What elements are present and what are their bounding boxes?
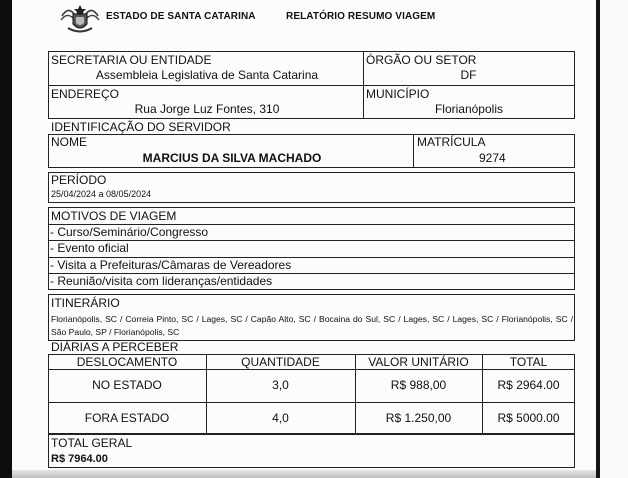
table-cell: FORA ESTADO bbox=[84, 411, 170, 425]
server-section-title: IDENTIFICAÇÃO DO SERVIDOR bbox=[51, 120, 231, 134]
report-title: RELATÓRIO RESUMO VIAGEM bbox=[286, 11, 436, 22]
server-name: MARCIUS DA SILVA MACHADO bbox=[142, 151, 322, 165]
table-cell: R$ 5000.00 bbox=[497, 411, 560, 425]
table-header-cell: QUANTIDADE bbox=[241, 355, 320, 369]
address-label: ENDEREÇO bbox=[51, 87, 120, 101]
period-label: PERÍODO bbox=[51, 173, 107, 187]
period-value: 25/04/2024 a 08/05/2024 bbox=[51, 189, 152, 199]
photo-edge-left bbox=[0, 0, 12, 478]
address-value: Rua Jorge Luz Fontes, 310 bbox=[134, 102, 280, 116]
daily-section-title: DIÁRIAS A PERCEBER bbox=[51, 340, 179, 354]
state-title: ESTADO DE SANTA CATARINA bbox=[106, 11, 256, 22]
motives-label: MOTIVOS DE VIAGEM bbox=[51, 209, 177, 223]
daily-row-divider bbox=[48, 402, 575, 403]
city-value: Florianópolis bbox=[434, 102, 503, 116]
total-label: TOTAL GERAL bbox=[51, 436, 133, 450]
itinerary-label: ITINERÁRIO bbox=[51, 296, 120, 310]
table-cell: NO ESTADO bbox=[92, 378, 162, 392]
entity-value: Assembleia Legislativa de Santa Catarina bbox=[95, 68, 319, 82]
daily-header-divider bbox=[48, 369, 575, 370]
server-column-divider bbox=[413, 134, 414, 168]
table-header-cell: TOTAL bbox=[509, 355, 548, 369]
table-cell: R$ 2964.00 bbox=[497, 378, 560, 392]
name-label: NOME bbox=[51, 135, 87, 149]
table-cell: R$ 988,00 bbox=[390, 378, 447, 392]
registration-value: 9274 bbox=[479, 151, 506, 165]
entity-divider bbox=[48, 85, 575, 86]
itinerary-value: Florianópolis, SC / Correia Pinto, SC / Lages, SC / Capão Alto, SC / Bocaina do Sul, SC / Lages, SC / Lages, SC / Florianópolis, SC / São Paulo, SP / Florianópolis, SC bbox=[51, 314, 573, 337]
table-cell: 4,0 bbox=[272, 411, 289, 425]
coat-of-arms-icon bbox=[58, 2, 102, 34]
total-value: R$ 7964.00 bbox=[51, 453, 108, 465]
motive-item: - Visita a Prefeituras/Câmaras de Vereadores bbox=[50, 258, 292, 272]
entity-column-divider bbox=[363, 51, 364, 119]
table-cell: R$ 1.250,00 bbox=[385, 411, 452, 425]
organ-value: DF bbox=[460, 68, 477, 82]
motive-item: - Reunião/visita com lideranças/entidades bbox=[50, 274, 273, 288]
entity-label: SECRETARIA OU ENTIDADE bbox=[51, 53, 212, 67]
registration-label: MATRÍCULA bbox=[417, 135, 486, 149]
table-header-cell: DESLOCAMENTO bbox=[76, 355, 178, 369]
photo-bottom-shadow bbox=[12, 470, 596, 478]
photo-background-right bbox=[600, 0, 628, 478]
organ-label: ÓRGÃO OU SETOR bbox=[366, 53, 477, 67]
table-header-cell: VALOR UNITÁRIO bbox=[368, 355, 469, 369]
motive-item: - Evento oficial bbox=[50, 241, 129, 255]
table-cell: 3,0 bbox=[272, 378, 289, 392]
motive-item: - Curso/Seminário/Congresso bbox=[50, 225, 209, 239]
city-label: MUNICÍPIO bbox=[366, 87, 430, 101]
